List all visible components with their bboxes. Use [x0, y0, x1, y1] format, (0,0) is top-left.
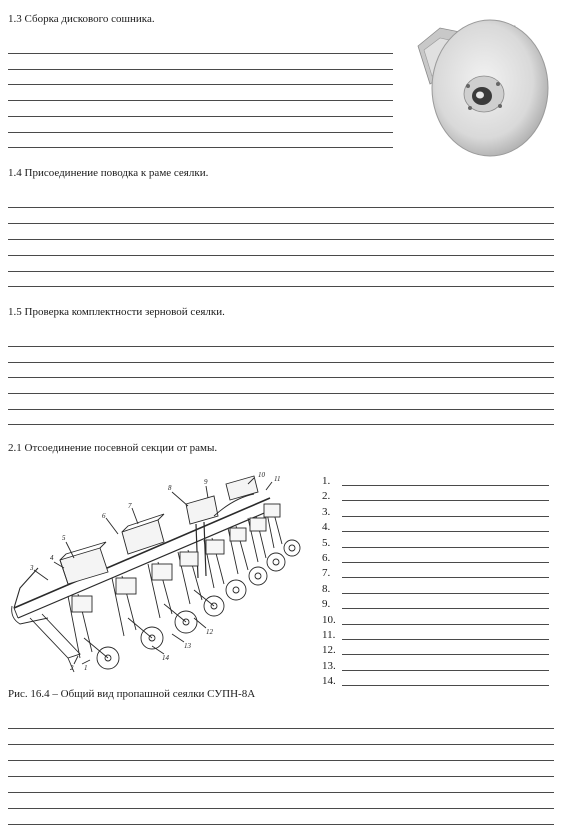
- callout-label: 3: [30, 564, 34, 572]
- list-item-number: 1.: [322, 475, 331, 487]
- answer-line: [8, 100, 393, 101]
- list-item: [322, 489, 554, 504]
- list-item: [322, 474, 554, 489]
- answer-line: [8, 808, 554, 809]
- callout-label: 8: [168, 484, 172, 492]
- answer-line: [8, 824, 554, 825]
- answer-line: [8, 424, 554, 425]
- list-item: [322, 551, 554, 566]
- answer-line: [8, 207, 554, 208]
- list-item-number: 12.: [322, 644, 336, 657]
- answer-line: [8, 147, 393, 148]
- seeder-drawing: [8, 468, 308, 684]
- list-item-number: 10.: [322, 613, 336, 626]
- answer-line: [8, 223, 554, 224]
- list-item: [322, 582, 554, 597]
- list-item-number: 11.: [322, 628, 336, 641]
- answer-line: [8, 409, 554, 410]
- callout-label: 5: [62, 534, 66, 542]
- answer-line: [8, 377, 554, 378]
- callout-label: 12: [206, 628, 213, 636]
- answer-line: [342, 624, 549, 625]
- list-item-number: 4.: [322, 521, 331, 534]
- section-2-1-title: 2.1 Отсоединение посевной секции от рамы.: [8, 442, 218, 454]
- section-1-5-title: 1.5 Проверка комплектности зерновой сеялки.: [8, 306, 225, 318]
- callout-label: 6: [102, 512, 106, 520]
- callout-label: 10: [258, 471, 265, 479]
- answer-line: [8, 744, 554, 745]
- list-item-number: 5.: [322, 536, 331, 549]
- list-item-number: 13.: [322, 659, 336, 672]
- answer-line: [8, 393, 554, 394]
- list-item-number: 9.: [322, 598, 331, 611]
- list-item-number: 3.: [322, 505, 331, 518]
- answer-line: [8, 53, 393, 54]
- list-item: [322, 597, 554, 612]
- list-item: [322, 505, 554, 520]
- answer-line: [342, 654, 549, 655]
- callout-label: 4: [50, 554, 54, 562]
- answer-line: [342, 485, 549, 486]
- figure-caption: Рис. 16.4 – Общий вид пропашной сеялки СУПН-8А: [8, 688, 256, 700]
- list-item-number: 7.: [322, 567, 331, 580]
- list-item: [322, 566, 554, 581]
- answer-line: [8, 362, 554, 363]
- answer-line: [342, 500, 549, 501]
- callout-label: 14: [162, 654, 169, 662]
- section-1-3-title: 1.3 Сборка дискового сошника.: [8, 13, 155, 25]
- callout-label: 7: [128, 502, 132, 510]
- callout-label: 13: [184, 642, 191, 650]
- answer-line: [342, 547, 549, 548]
- answer-line: [342, 577, 549, 578]
- list-item: [322, 674, 554, 689]
- answer-line: [8, 346, 554, 347]
- answer-line: [342, 685, 549, 686]
- callout-label: 9: [204, 478, 208, 486]
- answer-line: [342, 608, 549, 609]
- answer-line: [8, 728, 554, 729]
- answer-line: [342, 670, 549, 671]
- list-item: [322, 613, 554, 628]
- answer-line: [8, 69, 393, 70]
- section-1-4-title: 1.4 Присоединение поводка к раме сеялки.: [8, 167, 209, 179]
- answer-line: [342, 531, 549, 532]
- callout-label: 2: [70, 664, 74, 672]
- callout-label: 11: [274, 475, 281, 483]
- answer-line: [8, 271, 554, 272]
- answer-line: [8, 239, 554, 240]
- list-item-number: 14.: [322, 675, 336, 688]
- list-item: [322, 643, 554, 658]
- answer-line: [8, 760, 554, 761]
- answer-line: [342, 562, 549, 563]
- list-item: [322, 628, 554, 643]
- answer-line: [8, 286, 554, 287]
- list-item: [322, 659, 554, 674]
- list-item-number: 6.: [322, 551, 331, 564]
- answer-line: [8, 776, 554, 777]
- numbered-answer-list: [322, 474, 554, 689]
- disc-opener-photo: [400, 6, 555, 158]
- answer-line: [342, 593, 549, 594]
- callout-label: 1: [84, 664, 88, 672]
- answer-line: [8, 116, 393, 117]
- list-item: [322, 520, 554, 535]
- answer-line: [8, 84, 393, 85]
- answer-line: [342, 516, 549, 517]
- answer-line: [8, 255, 554, 256]
- list-item-number: 2.: [322, 490, 331, 503]
- list-item: [322, 536, 554, 551]
- answer-line: [8, 792, 554, 793]
- answer-line: [8, 132, 393, 133]
- list-item-number: 8.: [322, 582, 331, 595]
- answer-line: [342, 639, 549, 640]
